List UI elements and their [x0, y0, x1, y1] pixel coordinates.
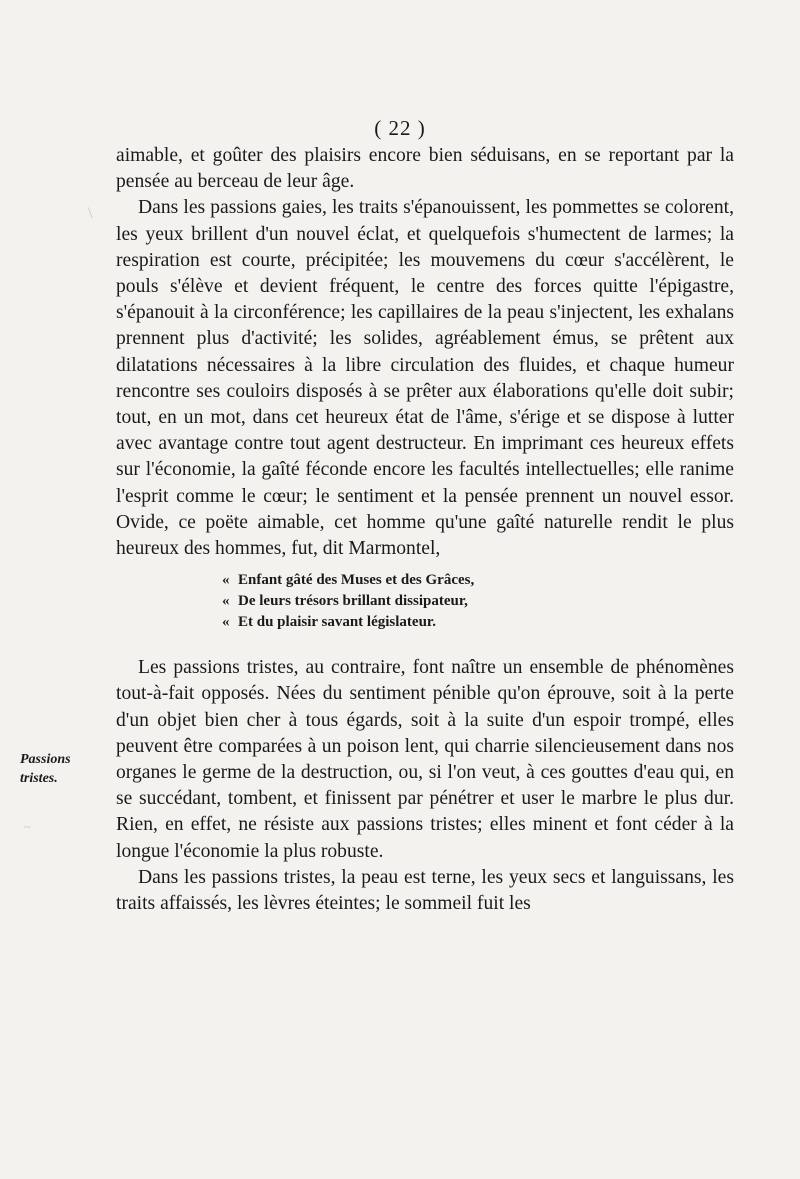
paragraph: Dans les passions gaies, les traits s'épanouissent, les pommettes se colorent, les yeux brillent d'un nouvel éclat, et quelquefois s'humectent de larmes; la respiration est courte, précipitée; les mouvemens du cœur s'accélèrent, le pouls s'élève et devient fréquent, le centre des forces quitte l'épigastre, s'épanouit à la circonférence; les capillaires de la peau s'injectent, les exhalans prennent plus d'activité; les solides, agréablement émus, se prêtent aux dilatations nécessaires à la libre circulation des fluides, et chaque humeur rencontre ses couloirs disposés à se prêter aux élaborations qu'elle doit subir; tout, en un mot, dans cet heureux état de l'âme, s'érige et se dispose à lutter avec avantage contre tout agent destructeur. En imprimant ces heureux effets sur l'économie, la gaîté féconde encore les facultés intellectuelles; elle ranime l'esprit comme le cœur; le sentiment et la pensée prennent un nouvel essor. Ovide, ce poëte aimable, cet homme qu'une gaîté naturelle rendit le plus heureux des hommes, fut, dit Marmontel, [116, 197, 734, 560]
quote-line [222, 612, 734, 633]
bleed-through-mark: \ [88, 205, 93, 222]
paragraph: Les passions tristes, au contraire, font naître un ensemble de phénomènes tout-à-fait opposés. Nées du sentiment pénible qu'on éprouve, soit à la perte d'un objet bien cher à tous égards, soit à la suite d'un espoir trompé, elles peuvent être comparées à un poison lent, qui charrie silencieusement dans nos organes le germe de la destruction, ou, si l'on veut, à ces gouttes d'eau qui, en se succédant, tombent, et finissent par pénétrer et user le marbre le plus dur. Rien, en effet, ne résiste aux passions tristes; elles minent et font céder à la longue l'économie la plus robuste. [116, 657, 734, 862]
quote-mark: « [222, 572, 230, 589]
paragraph: aimable, et goûter des plaisirs encore bien séduisans, en se reportant par la pensée au berceau de leur âge. [116, 145, 734, 193]
quote-line [222, 570, 734, 591]
quote-text: Et du plaisir savant législateur. [238, 614, 436, 631]
margin-note [20, 750, 71, 788]
quote-mark: « [222, 614, 230, 631]
quote-text: De leurs trésors brillant dissipateur, [238, 593, 468, 610]
quote-text: Enfant gâté des Muses et des Grâces, [238, 572, 475, 589]
margin-note-line: tristes. [20, 771, 58, 786]
verse-quote [222, 570, 734, 633]
quote-line [222, 591, 734, 612]
margin-note-line: Passions [20, 752, 71, 767]
paragraph: Dans les passions tristes, la peau est terne, les yeux secs et languissans, les traits affaissés, les lèvres éteintes; le sommeil fuit les [116, 866, 734, 915]
bleed-through-mark: ~ [24, 820, 31, 834]
page-number: ( 22 ) [374, 116, 426, 140]
quote-mark: « [222, 593, 230, 610]
body-text [116, 143, 734, 917]
